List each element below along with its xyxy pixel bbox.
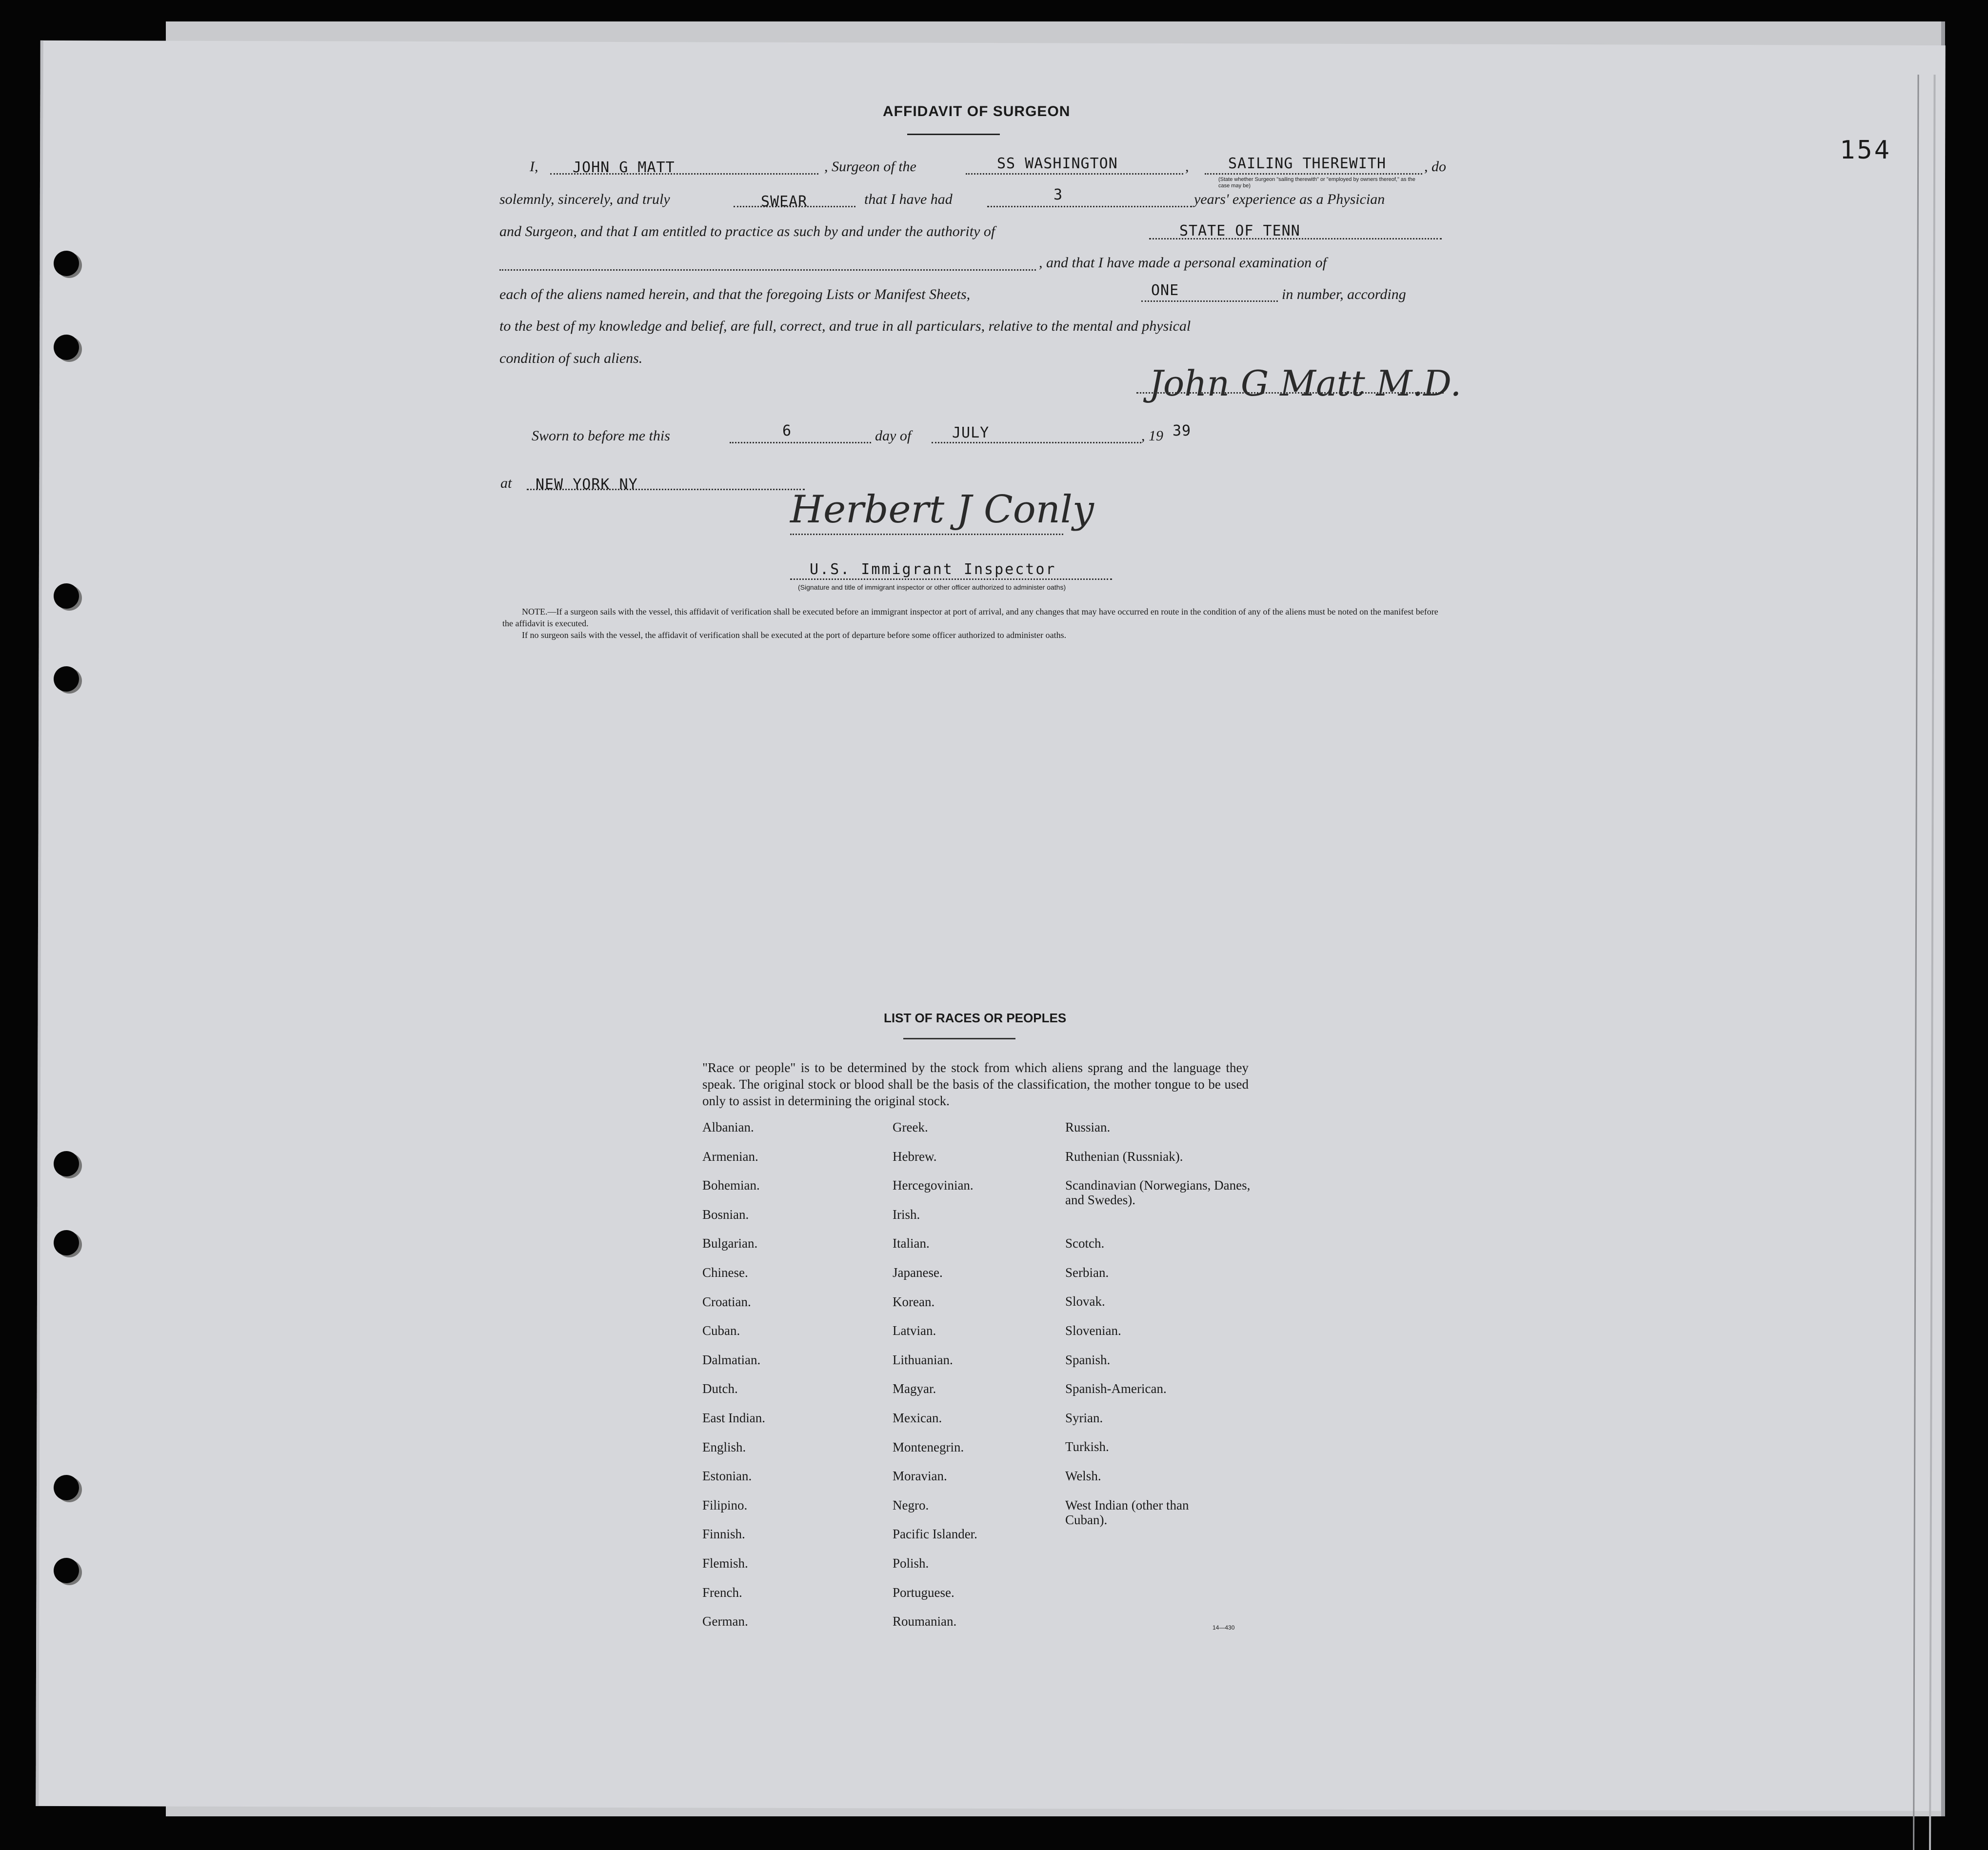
document-page xyxy=(36,40,1945,1811)
dotted-rule xyxy=(987,206,1192,207)
race-item: Croatian. xyxy=(702,1294,751,1309)
sworn-day-of: day of xyxy=(875,428,912,444)
race-item: Albanian. xyxy=(702,1120,754,1134)
binder-hole xyxy=(54,1558,79,1583)
race-item: Scotch. xyxy=(1065,1236,1105,1251)
oath-place: NEW YORK NY xyxy=(536,476,638,493)
race-item: Dutch. xyxy=(702,1381,738,1396)
comma: , xyxy=(1185,159,1189,175)
binder-hole xyxy=(54,1151,79,1176)
race-item: Negro. xyxy=(893,1497,929,1512)
sworn-year: 39 xyxy=(1173,422,1192,439)
binder-hole xyxy=(54,1475,79,1500)
surgeon-name: JOHN G MATT xyxy=(573,159,675,176)
line1-surgeon-of: , Surgeon of the xyxy=(824,159,916,175)
years-experience: 3 xyxy=(1054,186,1063,203)
dotted-rule xyxy=(932,442,1141,443)
race-item: Finnish. xyxy=(702,1527,745,1542)
race-item: Latvian. xyxy=(893,1323,936,1338)
affidavit-note xyxy=(502,606,1444,641)
binder-hole xyxy=(54,251,79,276)
race-item: English. xyxy=(702,1439,746,1454)
signature-line xyxy=(1136,392,1444,394)
surgeon-signature: John G Matt M.D. xyxy=(1149,363,1462,404)
vessel-name: SS WASHINGTON xyxy=(997,155,1118,172)
race-item: Irish. xyxy=(893,1207,920,1222)
line1-prefix: I, xyxy=(530,159,538,175)
race-item: Estonian. xyxy=(702,1469,752,1484)
race-item: Flemish. xyxy=(702,1555,748,1571)
line3-prefix: and Surgeon, and that I am entitled to practice as such by and under the authority of xyxy=(499,223,995,239)
binder-hole xyxy=(54,1230,79,1255)
line5-suffix: in number, according xyxy=(1282,286,1406,302)
note-label: NOTE.— xyxy=(522,607,557,617)
binder-hole xyxy=(54,666,79,692)
race-item: Italian. xyxy=(893,1236,930,1251)
dotted-rule xyxy=(1205,173,1422,175)
race-item: Filipino. xyxy=(702,1497,748,1512)
inspector-signature: Herbert J Conly xyxy=(790,488,1094,532)
race-item: Magyar. xyxy=(893,1381,936,1396)
race-item: Roumanian. xyxy=(893,1614,957,1629)
dotted-rule xyxy=(966,173,1183,175)
race-item: Serbian. xyxy=(1065,1265,1109,1280)
race-item: Hebrew. xyxy=(893,1149,937,1164)
race-item: Syrian. xyxy=(1065,1410,1103,1425)
dotted-rule xyxy=(730,442,871,443)
race-item: Turkish. xyxy=(1065,1439,1109,1454)
races-title: LIST OF RACES OR PEOPLES xyxy=(884,1011,1067,1025)
races-column-3 xyxy=(1065,1120,1260,1542)
line1-do: , do xyxy=(1424,159,1446,175)
line7: condition of such aliens. xyxy=(499,350,643,366)
binder-hole xyxy=(54,583,79,609)
races-title-rule xyxy=(903,1038,1015,1039)
races-column-2 xyxy=(893,1120,977,1643)
race-item: Cuban. xyxy=(702,1323,740,1338)
line5-prefix: each of the aliens named herein, and that the foregoing Lists or Manifest Sheets, xyxy=(499,286,971,302)
signature-line xyxy=(790,534,1063,535)
race-item: German. xyxy=(702,1614,748,1629)
race-item: Pacific Islander. xyxy=(893,1527,977,1542)
race-item: Welsh. xyxy=(1065,1468,1101,1483)
races-column-1 xyxy=(702,1120,765,1643)
race-item: Spanish-American. xyxy=(1065,1381,1167,1396)
page-edge xyxy=(1913,75,1936,1850)
race-item: Ruthenian (Russniak). xyxy=(1065,1149,1183,1164)
race-item: Bosnian. xyxy=(702,1207,749,1222)
dotted-rule xyxy=(499,269,1036,271)
race-item: Spanish. xyxy=(1065,1352,1111,1367)
sworn-prefix: Sworn to before me this xyxy=(532,428,670,444)
binder-hole xyxy=(54,335,79,360)
dotted-rule xyxy=(1141,300,1278,302)
note-text-2: If no surgeon sails with the vessel, the affidavit of verification shall be executed at the port of departure before some officer authorized to administer oaths. xyxy=(522,630,1067,640)
sworn-month: JULY xyxy=(952,424,990,441)
manifest-sheet-count: ONE xyxy=(1151,282,1179,299)
form-number: 14—430 xyxy=(1213,1624,1235,1631)
race-item: Lithuanian. xyxy=(893,1352,953,1367)
line2-suffix: years' experience as a Physician xyxy=(1194,191,1385,207)
race-item: Slovak. xyxy=(1065,1294,1105,1309)
race-item: Greek. xyxy=(893,1120,928,1134)
title-rule xyxy=(907,134,1000,135)
page-number: 154 xyxy=(1840,136,1891,165)
race-item: Scandinavian (Norwegians, Danes, and Swedes). xyxy=(1065,1178,1251,1208)
race-item: Bulgarian. xyxy=(702,1236,758,1251)
race-item: Polish. xyxy=(893,1555,929,1571)
race-item: West Indian (other than Cuban). xyxy=(1065,1497,1189,1527)
licensing-authority: STATE OF TENN xyxy=(1179,222,1300,239)
race-item: Dalmatian. xyxy=(702,1352,761,1367)
race-item: Korean. xyxy=(893,1294,935,1309)
signature-caption: (Signature and title of immigrant inspector or other officer authorized to administer oaths) xyxy=(798,583,1066,591)
sailing-note: (State whether Surgeon "sailing therewith" or "employed by owners thereof," as the case may be) xyxy=(1218,177,1415,189)
race-item: Slovenian. xyxy=(1065,1323,1121,1338)
line4-text: , and that I have made a personal examination of xyxy=(1039,255,1327,271)
race-item: East Indian. xyxy=(702,1410,765,1425)
race-item: Bohemian. xyxy=(702,1178,760,1193)
line2-had: that I have had xyxy=(864,191,953,207)
race-item: Japanese. xyxy=(893,1265,943,1280)
race-item: Mexican. xyxy=(893,1410,942,1425)
oath-word: SWEAR xyxy=(761,193,808,210)
at-label: at xyxy=(500,475,512,491)
affidavit-title: AFFIDAVIT OF SURGEON xyxy=(883,103,1071,119)
races-intro: "Race or people" is to be determined by the stock from which aliens sprang and the language they speak. The original stock or blood shall be the basis of the classification, the mother tongue to be used only to assist in determining the original stock. xyxy=(702,1060,1249,1108)
sailing-status: SAILING THEREWITH xyxy=(1228,155,1387,172)
dotted-rule xyxy=(790,578,1112,580)
line2-prefix: solemnly, sincerely, and truly xyxy=(499,191,670,207)
line6: to the best of my knowledge and belief, are full, correct, and true in all particulars, relative to the mental and physical xyxy=(499,318,1191,334)
race-item: Montenegrin. xyxy=(893,1439,964,1454)
note-text-1: If a surgeon sails with the vessel, this affidavit of verification shall be executed before an immigrant inspector at port of arrival, and any changes that may have occurred en route in the condition of any of the aliens must be noted on the manifest before the affidavit is executed. xyxy=(502,607,1438,628)
race-item: Portuguese. xyxy=(893,1585,954,1600)
sworn-day: 6 xyxy=(782,422,792,439)
race-item: Russian. xyxy=(1065,1120,1111,1134)
sworn-year-prefix: , 19 xyxy=(1141,428,1163,444)
race-item: Moravian. xyxy=(893,1469,947,1484)
race-item: French. xyxy=(702,1585,742,1600)
race-item: Hercegovinian. xyxy=(893,1178,974,1193)
race-item: Armenian. xyxy=(702,1149,758,1164)
race-item: Chinese. xyxy=(702,1265,748,1280)
inspector-title: U.S. Immigrant Inspector xyxy=(810,561,1056,578)
